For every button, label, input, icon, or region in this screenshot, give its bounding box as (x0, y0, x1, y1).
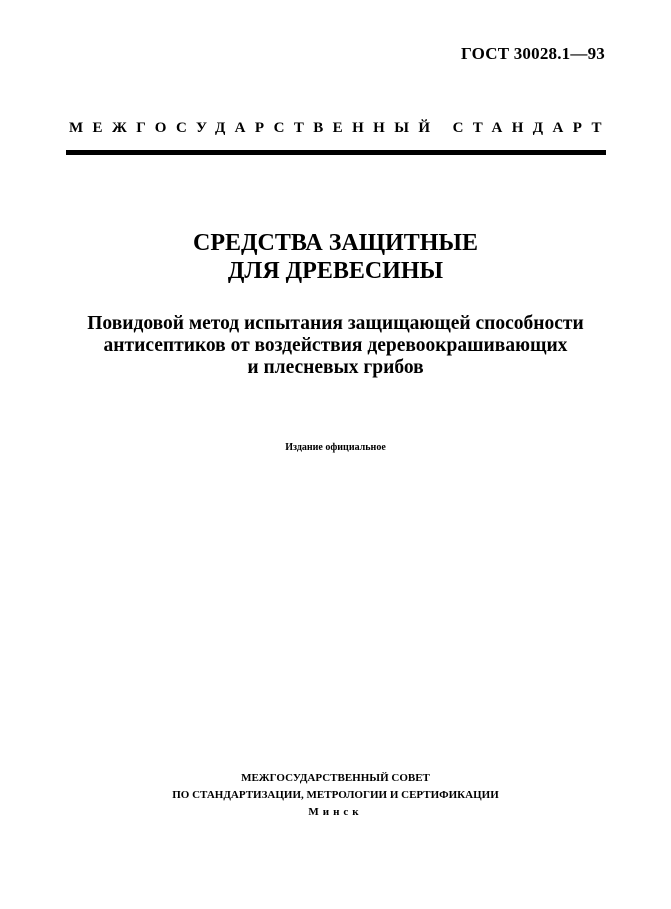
edition-note: Издание официальное (285, 442, 386, 453)
document-subtitle (0, 313, 671, 379)
title-line: ДЛЯ ДРЕВЕСИНЫ (227, 258, 444, 284)
heading-divider (66, 150, 606, 155)
subtitle-line: Повидовой метод испытания защищающей способности (87, 313, 584, 334)
publisher-line: МЕЖГОСУДАРСТВЕННЫЙ СОВЕТ (241, 772, 430, 784)
title-line: СРЕДСТВА ЗАЩИТНЫЕ (193, 230, 478, 256)
publisher-line: ПО СТАНДАРТИЗАЦИИ, МЕТРОЛОГИИ И СЕРТИФИКАЦИИ (172, 789, 499, 801)
publisher-block (0, 770, 671, 821)
document-number: ГОСТ 30028.1—93 (461, 44, 605, 63)
subtitle-line: и плесневых грибов (247, 357, 424, 378)
subtitle-line: антисептиков от воздействия деревоокрашивающих (103, 335, 568, 356)
standard-type-heading: МЕЖГОСУДАРСТВЕННЫЙ СТАНДАРТ (69, 120, 611, 136)
document-title (0, 229, 671, 285)
publisher-city: Минск (308, 806, 363, 818)
